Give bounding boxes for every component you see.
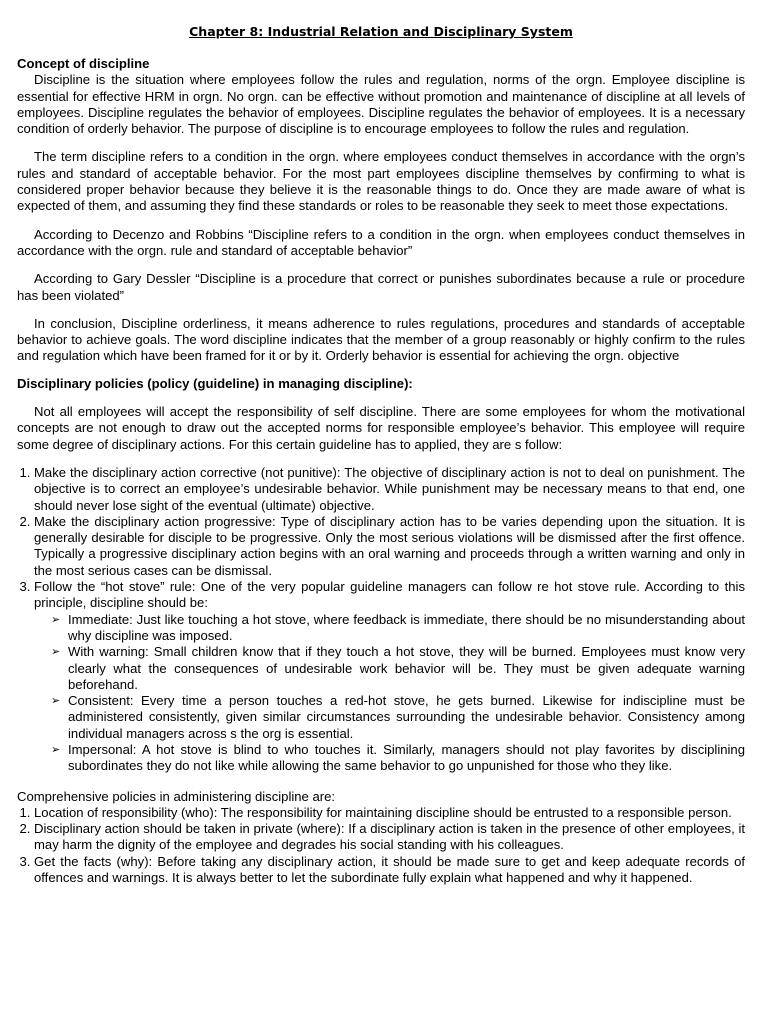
concept-paragraph-3: According to Decenzo and Robbins “Discipline refers to a condition in the orgn. when employees conduct themselves in accordance with the orgn. rule and standard of acceptable behavior” (17, 226, 745, 258)
comprehensive-item-facts: 3. Get the facts (why): Before taking any disciplinary action, it should be made sure to get and keep adequate records of offences and warnings. It is always better to let the subordinate fully explain what happened and why it happened. (34, 854, 745, 887)
arrow-bullet-icon: ➢ (51, 742, 61, 756)
comprehensive-item-private: 2. Disciplinary action should be taken in private (where): If a disciplinary action is taken in the presence of other employees, it may harm the dignity of the employee and degrades his social standing with his colleagues. (34, 821, 745, 854)
comprehensive-intro: Comprehensive policies in administering discipline are: (17, 788, 336, 804)
concept-heading: Concept of discipline (17, 56, 150, 71)
concept-paragraph-2: The term discipline refers to a condition in the orgn. where employees conduct themselves in accordance with the orgn’s rules and standard of acceptable behavior. For the most part employees discipline themselves by confirming to what is considered proper behavior because they believe it is the reasonable things to do. Once they are made aware of what is expected of them, and assuming they find these standards or roles to be reasonable they seek to meet those expectations. (17, 149, 745, 214)
document-page (17, 24, 745, 886)
concept-paragraph-5: In conclusion, Discipline orderliness, it means adherence to rules regulations, procedures and standards of acceptable behavior to achieve goals. The word discipline indicates that the member of a group reasonably or highly confirm to the rules and regulation which have been framed for it or by it. Orderly behavior is essential for achieving the orgn. objective (17, 315, 745, 364)
arrow-bullet-icon: ➢ (51, 645, 61, 659)
comprehensive-item-responsibility: 1. Location of responsibility (who): The responsibility for maintaining discipline should be entrusted to a responsible person. (34, 805, 745, 821)
policy-item-hot-stove: 3. Follow the “hot stove” rule: One of the very popular guideline managers can follow re hot stove rule. According to this principle, discipline should be: ➢ Immediate: Just like touching a hot stove, where feedback is immediate, there should be no misunderstanding about why discipline was imposed. ➢ With warning: Small children know that if they touch a hot stove, they will be burned. Employees must know very clearly what the consequences of undesirable work behavior will be. They must be given adequate warning beforehand. ➢ Consistent: Every time a person touches a red-hot stove, he gets burned. Likewise for indiscipline must be administered consistently, given similar circumstances surrounding the undesirable behavior. Consistency among individual managers across s the org is essential. ➢ Impersonal: A hot stove is blind to who touches it. Similarly, managers should not play favorites by disciplining subordinates they do not like while allowing the same behavior to go unpunished for those who they like. (34, 579, 745, 775)
concept-paragraph-4: According to Gary Dessler “Discipline is a procedure that correct or punishes subordinates because a rule or procedure has been violated” (17, 271, 745, 303)
policy-item-corrective: 1. Make the disciplinary action corrective (not punitive): The objective of disciplinary action is not to deal on punishment. The objective is to correct an employee’s undesirable behavior. While punishment may be necessary means to that end, one should never lose sight of the eventual (ultimate) objective. (34, 465, 745, 514)
policies-heading: Disciplinary policies (policy (guideline) in managing discipline): (17, 375, 413, 391)
hot-stove-item-consistent: ➢ Consistent: Every time a person touches a red-hot stove, he gets burned. Likewise for indiscipline must be administered consistently, given similar circumstances surrounding the undesirable behavior. Consistency among individual managers across s the org is essential. (51, 693, 745, 741)
policies-list (17, 465, 745, 775)
arrow-bullet-icon: ➢ (51, 694, 61, 708)
comprehensive-list (17, 805, 745, 886)
policy-item-progressive: 2. Make the disciplinary action progressive: Type of disciplinary action has to be varies depending upon the situation. It is generally desirable for disciple to be progressive. Only the most serious violations will be dismissed after the first offence. Typically a progressive disciplinary action begins with an oral warning and proceeds through a written warning and only in the most serious cases can be dismissal. (34, 514, 745, 579)
hot-stove-item-immediate: ➢ Immediate: Just like touching a hot stove, where feedback is immediate, there should be no misunderstanding about why discipline was imposed. (51, 611, 745, 643)
hot-stove-item-impersonal: ➢ Impersonal: A hot stove is blind to who touches it. Similarly, managers should not play favorites by disciplining subordinates they do not like while allowing the same behavior to go unpunished for those who they like. (51, 741, 745, 774)
hot-stove-item-warning: ➢ With warning: Small children know that if they touch a hot stove, they will be burned. Employees must know very clearly what the consequences of undesirable work behavior will be. They must be given adequate warning beforehand. (51, 644, 745, 692)
hot-stove-list (34, 612, 745, 775)
arrow-bullet-icon: ➢ (51, 612, 61, 626)
concept-paragraph-1: Discipline is the situation where employees follow the rules and regulation, norms of the orgn. Employee discipline is essential for effective HRM in orgn. No orgn. can be effective without promotion and maintenance of discipline at all levels of employees. Discipline regulates the behavior of employees. Discipline regulates the behavior of employees. It is a necessary condition of orderly behavior. The purpose of discipline is to encourage employees to follow the rules and regulation. (17, 72, 745, 137)
chapter-title: Chapter 8: Industrial Relation and Disciplinary System (189, 24, 573, 39)
policies-intro: Not all employees will accept the responsibility of self discipline. There are some employees for whom the motivational concepts are not enough to draw out the accepted norms for responsible employee’s behavior. This employee will require some degree of disciplinary actions. For this certain guideline has to applied, they are s follow: (17, 404, 745, 452)
